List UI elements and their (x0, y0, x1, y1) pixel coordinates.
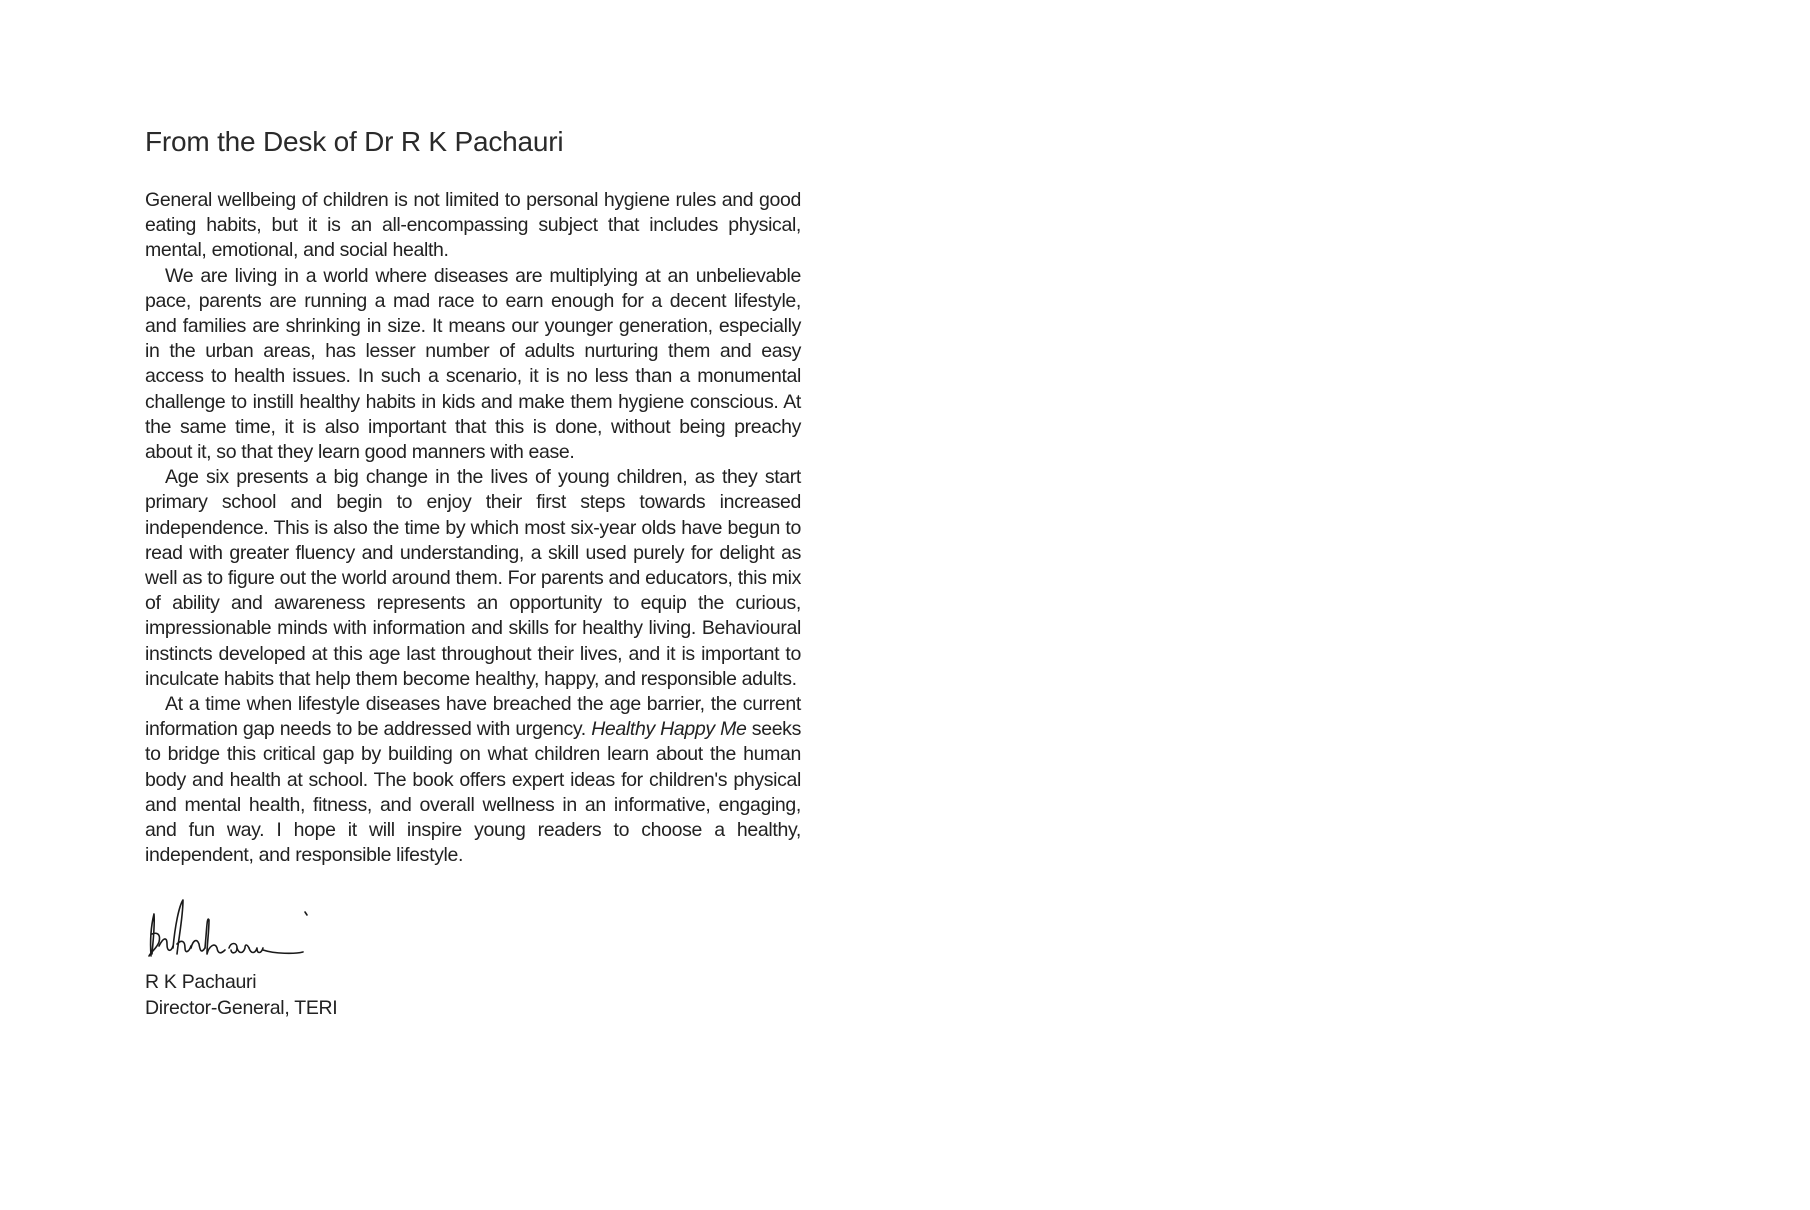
paragraph-4-rest: seeks to bridge this critical gap by building on what children learn about the human body and health at school. The book offers expert ideas for children's physical and mental health, fitness, and overall wellness in an informative, engaging, and fun way. I hope it will inspire young readers to choose a healthy, independent, and responsible lifestyle. (145, 718, 801, 867)
page-title: From the Desk of Dr R K Pachauri (145, 126, 564, 157)
paragraph-2: We are living in a world where diseases are multiplying at an unbelievable pace, parents are running a mad race to earn enough for a decent lifestyle, and families are shrinking in size. It means our younger generation, especially in the urban areas, has lesser number of adults nurturing them and easy access to health issues. In such a scenario, it is no less than a monumental challenge to instill healthy habits in kids and make them hygiene conscious. At the same time, it is also important that this is done, without being preachy about it, so that they learn good manners with ease. (145, 264, 801, 464)
paragraph-1: General wellbeing of children is not limited to personal hygiene rules and good eating habits, but it is an all-encompassing subject that includes physical, mental, emotional, and social health. (145, 189, 801, 262)
paragraph-4-intro: At a time when lifestyle diseases have breached the age barrier, the current information gap needs to be addressed with urgency. (145, 693, 801, 741)
paragraph-4 (145, 692, 801, 868)
signatory-title: Director-General, TERI (145, 996, 338, 1019)
paragraph-3: Age six presents a big change in the lives of young children, as they start primary school and begin to enjoy their first steps towards increased independence. This is also the time by which most six-year olds have begun to read with greater fluency and understanding, a skill used purely for delight as well as to figure out the world around them. For parents and educators, this mix of ability and awareness represents an opportunity to equip the curious, impressionable minds with information and skills for healthy living. Behavioural instincts developed at this age last throughout their lives, and it is important to inculcate habits that help them become healthy, happy, and responsible adults. (145, 466, 801, 690)
signatory-name: R K Pachauri (145, 971, 257, 994)
book-title: Healthy Happy Me (591, 718, 747, 741)
handwritten-signature (145, 896, 315, 966)
letter-content (145, 124, 801, 1021)
letter-body (145, 188, 801, 868)
